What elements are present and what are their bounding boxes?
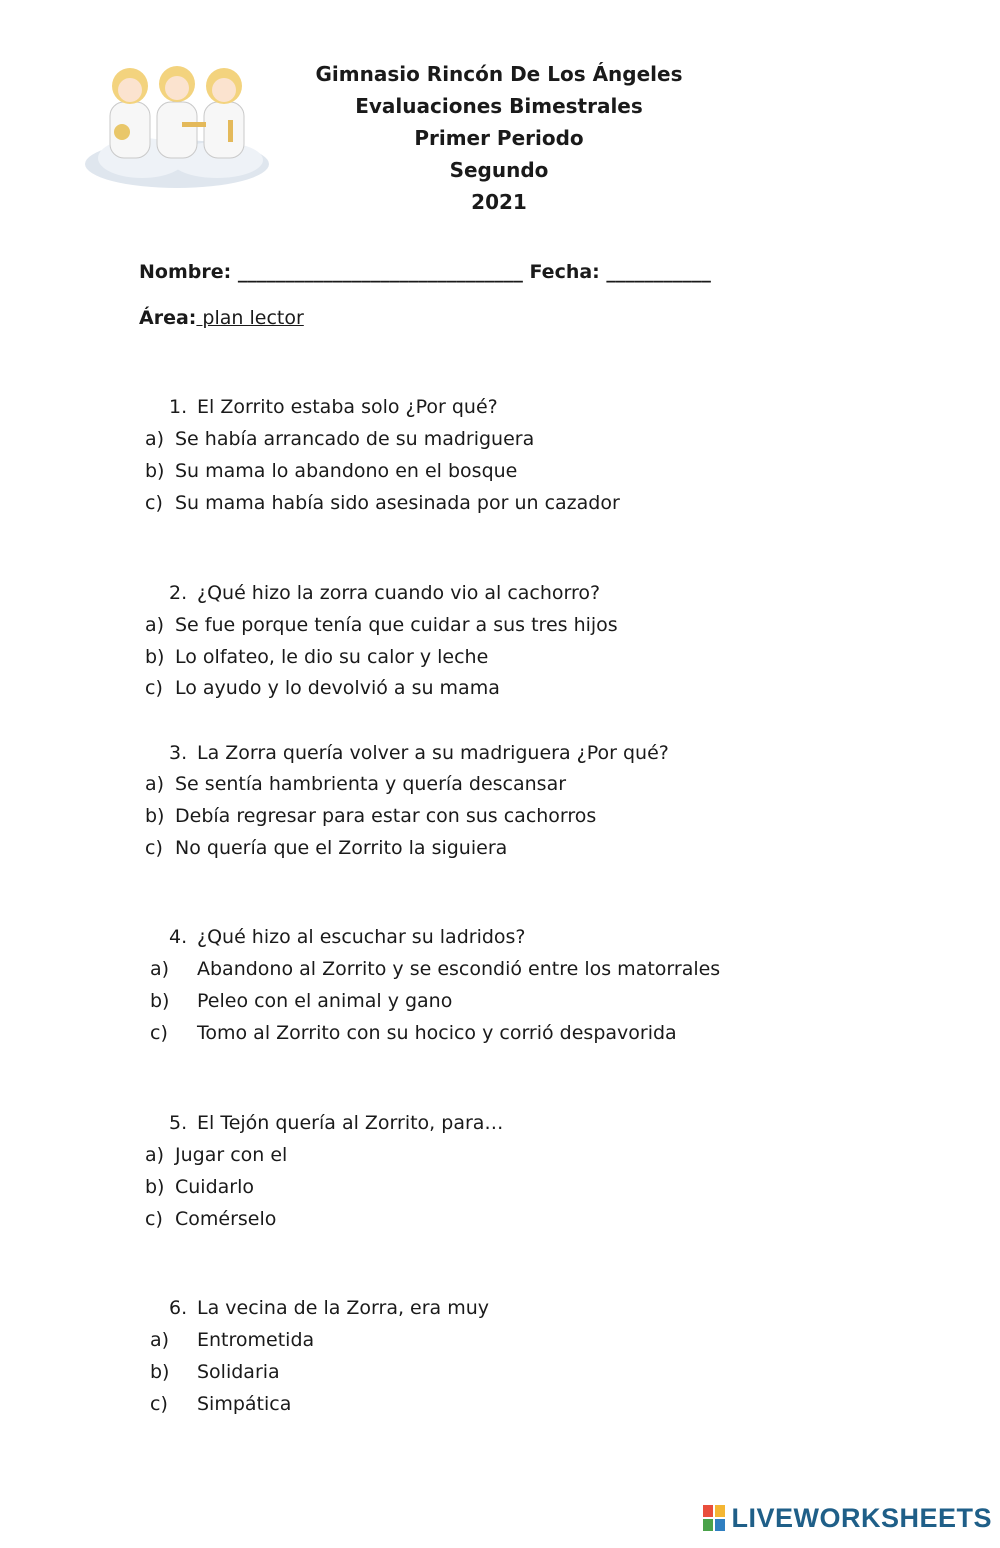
option-text: Se sentía hambrienta y quería descansar [175,773,567,795]
option-6c[interactable] [150,1393,291,1415]
date-field[interactable]: ___________ [606,261,711,283]
period-title: Primer Periodo [414,126,584,150]
option-4a[interactable] [150,958,720,980]
option-4b[interactable] [150,990,452,1012]
option-text: Simpática [197,1393,292,1415]
option-text: Abandono al Zorrito y se escondió entre los matorrales [197,958,721,980]
option-1c[interactable] [145,492,620,514]
option-text: Peleo con el animal y gano [197,990,453,1012]
option-letter: c) [145,1208,163,1230]
option-text: Jugar con el [175,1144,288,1166]
date-label: Fecha: [529,261,600,283]
question-number: 4. [169,926,188,948]
question-6 [169,1297,489,1319]
question-number: 3. [169,742,188,764]
option-text: Tomo al Zorrito con su hocico y corrió despavorida [197,1022,677,1044]
question-text: La vecina de la Zorra, era muy [197,1297,490,1319]
option-letter: b) [145,805,165,827]
liveworksheets-logo-icon [703,1505,725,1531]
question-3 [169,742,669,764]
question-text: La Zorra quería volver a su madriguera ¿Por qué? [197,742,669,764]
option-letter: a) [145,1144,165,1166]
option-letter: c) [150,1393,168,1415]
option-4c[interactable] [150,1022,677,1044]
area-row [139,307,304,329]
option-letter: b) [150,1361,170,1383]
option-5c[interactable] [145,1208,276,1230]
liveworksheets-brand [703,1498,992,1538]
question-2 [169,582,600,604]
option-1b[interactable] [145,460,517,482]
grade-title: Segundo [449,158,549,182]
question-number: 6. [169,1297,188,1319]
question-5 [169,1112,503,1134]
exam-title: Evaluaciones Bimestrales [355,94,643,118]
option-text: Comérselo [175,1208,277,1230]
option-letter: a) [150,958,170,980]
option-text: Entrometida [197,1329,315,1351]
name-label: Nombre: [139,261,232,283]
option-text: Lo olfateo, le dio su calor y leche [175,646,489,668]
option-letter: c) [145,837,163,859]
name-field[interactable]: ______________________________ [237,261,523,283]
option-3c[interactable] [145,837,507,859]
option-text: Debía regresar para estar con sus cachorros [175,805,597,827]
option-letter: b) [145,460,165,482]
option-6a[interactable] [150,1329,314,1351]
name-date-row [139,261,711,283]
option-text: Lo ayudo y lo devolvió a su mama [175,677,500,699]
option-text: Solidaria [197,1361,280,1383]
school-name: Gimnasio Rincón De Los Ángeles [315,62,683,86]
option-3a[interactable] [145,773,566,795]
question-text: El Tejón quería al Zorrito, para… [197,1112,504,1134]
option-letter: b) [145,646,165,668]
question-number: 1. [169,396,188,418]
question-text: ¿Qué hizo al escuchar su ladridos? [197,926,526,948]
option-letter: a) [145,428,165,450]
option-text: Se había arrancado de su madriguera [175,428,535,450]
document-header [0,58,1000,218]
option-letter: b) [145,1176,165,1198]
option-5b[interactable] [145,1176,254,1198]
option-letter: c) [145,492,163,514]
option-letter: c) [150,1022,168,1044]
option-6b[interactable] [150,1361,280,1383]
option-3b[interactable] [145,805,596,827]
option-2c[interactable] [145,677,500,699]
option-text: Su mama lo abandono en el bosque [175,460,518,482]
area-label: Área: [139,307,197,329]
option-letter: a) [150,1329,170,1351]
option-text: No quería que el Zorrito la siguiera [175,837,508,859]
option-text: Se fue porque tenía que cuidar a sus tres hijos [175,614,618,636]
option-text: Cuidarlo [175,1176,255,1198]
area-value: plan lector [196,307,304,329]
option-letter: a) [145,614,165,636]
year-title: 2021 [471,190,527,214]
question-text: ¿Qué hizo la zorra cuando vio al cachorro? [197,582,601,604]
option-2b[interactable] [145,646,488,668]
question-text: El Zorrito estaba solo ¿Por qué? [197,396,498,418]
option-text: Su mama había sido asesinada por un cazador [175,492,620,514]
option-letter: b) [150,990,170,1012]
option-2a[interactable] [145,614,618,636]
question-4 [169,926,526,948]
question-1 [169,396,498,418]
option-5a[interactable] [145,1144,287,1166]
question-number: 2. [169,582,188,604]
liveworksheets-text: LIVEWORKSHEETS [731,1502,992,1533]
question-number: 5. [169,1112,188,1134]
option-1a[interactable] [145,428,534,450]
option-letter: a) [145,773,165,795]
option-letter: c) [145,677,163,699]
